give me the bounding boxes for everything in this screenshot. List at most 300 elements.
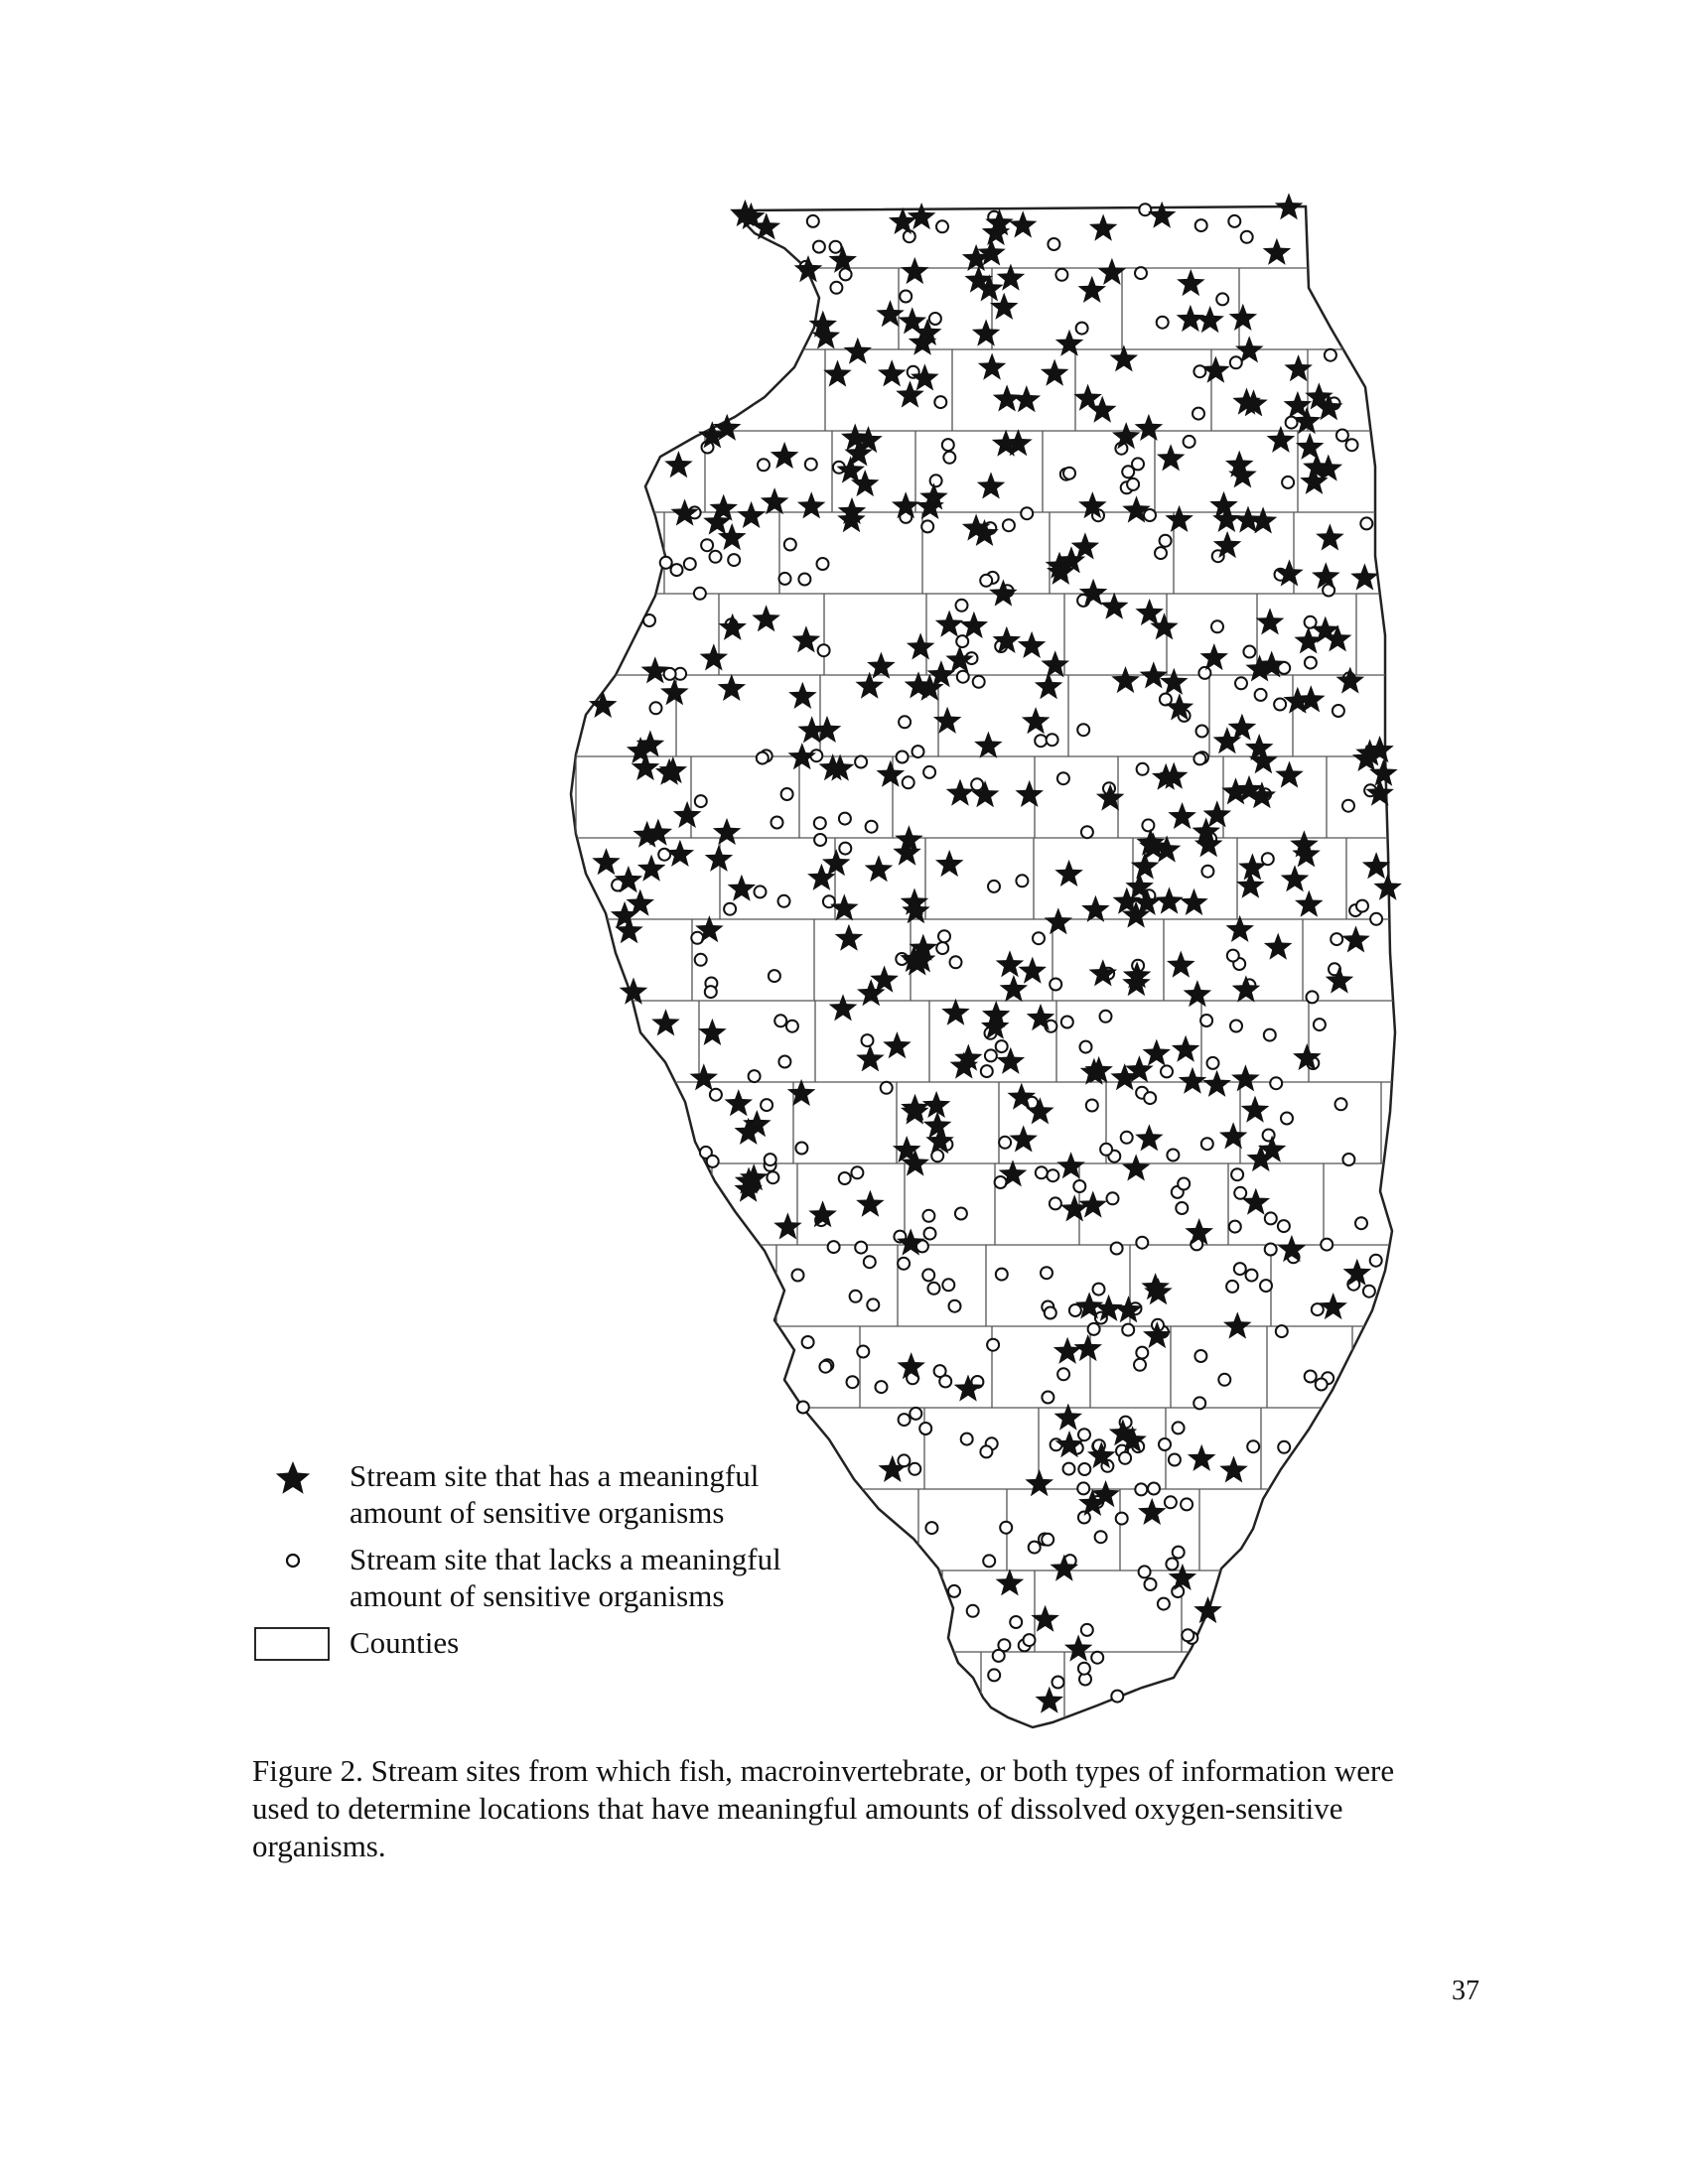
site-circle-marker (1121, 1132, 1133, 1144)
site-circle-marker (660, 557, 672, 569)
site-star-marker (993, 384, 1022, 411)
site-star-marker (1195, 306, 1224, 333)
site-star-marker (718, 674, 747, 701)
site-circle-marker (1086, 1100, 1098, 1112)
site-circle-marker (899, 716, 911, 728)
site-circle-marker (924, 1228, 936, 1240)
site-star-marker (901, 257, 929, 284)
site-circle-marker (1029, 1542, 1041, 1554)
site-circle-marker (1122, 466, 1134, 478)
site-star-marker (1138, 1498, 1167, 1525)
site-star-marker (946, 779, 975, 806)
site-circle-marker (1264, 1029, 1276, 1041)
legend-item-meaningful (253, 1457, 869, 1541)
site-star-marker (996, 1569, 1025, 1595)
site-star-marker (1165, 505, 1193, 532)
map-legend (253, 1457, 869, 1674)
site-star-marker (1362, 852, 1391, 879)
site-circle-marker (784, 539, 796, 551)
site-circle-marker (650, 702, 662, 714)
site-star-marker (1264, 933, 1293, 960)
site-star-marker (1275, 193, 1304, 219)
site-star-marker (1316, 523, 1344, 550)
site-circle-marker (1255, 689, 1267, 701)
site-circle-marker (1135, 267, 1147, 279)
site-circle-marker (695, 954, 707, 966)
site-star-marker (1041, 650, 1069, 677)
site-circle-marker (1057, 1368, 1069, 1380)
site-star-marker (1148, 202, 1177, 228)
site-circle-marker (1080, 1041, 1092, 1053)
site-circle-marker (1243, 646, 1255, 658)
site-circle-marker (1063, 468, 1075, 479)
site-circle-marker (1207, 1057, 1219, 1069)
site-circle-marker (1278, 1220, 1290, 1232)
site-star-marker (1056, 1152, 1085, 1178)
site-circle-marker (957, 671, 969, 683)
site-circle-marker (710, 1089, 722, 1101)
site-circle-marker (899, 1414, 911, 1426)
site-star-marker (844, 338, 873, 364)
site-circle-marker (995, 1176, 1007, 1188)
site-star-marker (1071, 532, 1100, 559)
site-circle-marker (1073, 1180, 1085, 1192)
site-circle-marker (1035, 735, 1047, 747)
site-circle-marker (1181, 1498, 1193, 1510)
site-circle-marker (1003, 519, 1015, 531)
site-circle-marker (778, 1056, 790, 1068)
site-circle-marker (1270, 1077, 1282, 1089)
site-circle-marker (1157, 317, 1169, 329)
site-circle-marker (1333, 705, 1344, 717)
site-circle-marker (1135, 1483, 1147, 1495)
site-star-marker (1241, 1096, 1270, 1123)
legend-text-line: amount of sensitive organisms (350, 1495, 725, 1530)
site-circle-marker (786, 1021, 798, 1032)
site-star-marker (908, 203, 936, 229)
site-star-marker (1202, 1070, 1231, 1097)
site-circle-marker (1069, 1304, 1081, 1316)
site-circle-marker (855, 756, 867, 768)
site-star-marker (1016, 780, 1045, 807)
site-circle-marker (1281, 1113, 1293, 1125)
site-star-marker (1010, 1125, 1039, 1152)
site-circle-marker (950, 956, 962, 968)
site-circle-marker (1336, 430, 1348, 442)
site-star-marker (1045, 907, 1073, 934)
site-circle-marker (1134, 1359, 1146, 1371)
site-circle-marker (1061, 1017, 1073, 1028)
site-star-marker (877, 760, 906, 787)
site-circle-marker (983, 1555, 995, 1567)
site-circle-marker (1198, 667, 1210, 679)
site-circle-marker (1200, 1015, 1212, 1026)
site-circle-marker (1363, 1286, 1375, 1297)
site-star-marker (1228, 714, 1257, 741)
site-star-marker (856, 1044, 885, 1071)
legend-item-counties (253, 1624, 869, 1674)
site-star-marker (700, 643, 729, 670)
site-circle-marker (925, 1522, 937, 1534)
site-star-marker (835, 924, 864, 951)
site-circle-marker (1078, 1429, 1090, 1440)
site-circle-marker (1021, 507, 1033, 519)
site-star-marker (713, 818, 742, 845)
site-star-marker (1078, 276, 1107, 303)
site-star-marker (1336, 667, 1365, 694)
site-circle-marker (1155, 547, 1167, 559)
site-circle-marker (1176, 1202, 1188, 1214)
site-star-marker (1236, 872, 1265, 898)
site-circle-marker (1136, 1347, 1148, 1359)
site-circle-marker (898, 1258, 910, 1270)
site-star-marker (974, 732, 1003, 758)
site-circle-marker (767, 1171, 778, 1183)
site-star-marker (1081, 895, 1110, 922)
site-star-marker (1167, 951, 1195, 978)
site-circle-marker (1122, 1324, 1134, 1336)
site-star-marker (705, 845, 734, 872)
site-circle-marker (1167, 1150, 1179, 1161)
site-star-marker (1275, 761, 1304, 788)
site-circle-marker (1265, 1212, 1277, 1224)
site-circle-marker (772, 817, 783, 829)
legend-text-line: amount of sensitive organisms (350, 1578, 725, 1613)
site-circle-marker (988, 881, 1000, 892)
site-circle-marker (1139, 204, 1151, 215)
site-circle-marker (1158, 1598, 1170, 1610)
site-circle-marker (1342, 1154, 1354, 1165)
site-circle-marker (1042, 1534, 1053, 1546)
site-star-marker (1219, 1455, 1248, 1482)
site-circle-marker (814, 817, 826, 829)
site-star-marker (1054, 860, 1083, 887)
site-circle-marker (1045, 1307, 1056, 1319)
site-star-marker (1229, 304, 1258, 331)
site-circle-marker (1247, 1440, 1259, 1452)
site-star-marker (1144, 1278, 1173, 1304)
site-star-marker (719, 614, 748, 640)
site-circle-marker (948, 1585, 960, 1597)
site-circle-marker (1282, 477, 1294, 488)
site-circle-marker (839, 843, 851, 855)
site-star-marker (883, 1031, 912, 1058)
circle-marker-icon (253, 1541, 333, 1580)
site-circle-marker (694, 588, 706, 600)
site-star-marker (1074, 1334, 1103, 1361)
site-circle-marker (934, 396, 946, 408)
site-circle-marker (942, 1279, 954, 1291)
site-circle-marker (643, 614, 655, 626)
site-circle-marker (1370, 1255, 1382, 1267)
site-star-marker (788, 682, 817, 709)
site-circle-marker (757, 752, 769, 764)
site-circle-marker (1107, 1192, 1119, 1204)
site-circle-marker (778, 895, 790, 907)
site-circle-marker (1307, 991, 1319, 1003)
site-star-marker (1053, 1337, 1082, 1364)
site-circle-marker (876, 1381, 888, 1393)
site-circle-marker (1201, 866, 1213, 878)
legend-text-line: Counties (350, 1625, 460, 1660)
site-circle-marker (761, 1099, 772, 1111)
site-circle-marker (922, 1210, 934, 1222)
site-circle-marker (1274, 699, 1286, 711)
site-circle-marker (1088, 1323, 1100, 1335)
site-circle-marker (1116, 1513, 1128, 1525)
site-star-marker (1000, 975, 1029, 1002)
site-circle-marker (1178, 1178, 1190, 1190)
site-circle-marker (850, 1291, 862, 1302)
site-circle-marker (755, 886, 767, 897)
site-star-marker (664, 451, 693, 478)
site-star-marker (829, 994, 858, 1021)
legend-item-lacking (253, 1541, 869, 1624)
site-circle-marker (1360, 517, 1372, 529)
site-circle-marker (857, 1346, 869, 1358)
site-circle-marker (955, 1208, 967, 1220)
site-star-marker (1281, 865, 1310, 891)
site-circle-marker (1078, 1512, 1090, 1524)
site-star-marker (996, 950, 1024, 977)
site-circle-marker (805, 459, 817, 471)
site-circle-marker (839, 1172, 851, 1184)
site-circle-marker (1230, 1021, 1242, 1032)
site-circle-marker (1159, 1438, 1171, 1450)
site-circle-marker (705, 986, 717, 998)
site-star-marker (941, 999, 970, 1025)
site-star-marker (1184, 980, 1212, 1007)
site-circle-marker (1000, 1522, 1012, 1534)
site-circle-marker (1078, 1663, 1090, 1675)
site-circle-marker (1218, 1374, 1230, 1386)
site-circle-marker (1211, 620, 1223, 632)
site-star-marker (945, 645, 974, 672)
site-star-marker (728, 875, 757, 901)
site-circle-marker (1230, 356, 1242, 368)
site-circle-marker (862, 1034, 874, 1046)
site-star-marker (641, 656, 670, 683)
site-star-marker (1135, 1124, 1164, 1151)
site-circle-marker (1235, 677, 1247, 689)
site-star-marker (1100, 593, 1129, 619)
site-star-marker (752, 605, 780, 631)
site-star-marker (1157, 444, 1186, 471)
site-circle-marker (1356, 900, 1368, 912)
site-circle-marker (942, 439, 954, 451)
site-circle-marker (1127, 478, 1139, 490)
site-circle-marker (897, 751, 909, 763)
figure-caption: Figure 2. Stream sites from which fish, macroinvertebrate, or both types of information were used to determine locations that have meaningful amounts of dissolved oxygen-sensitive organisms. (252, 1753, 1395, 1863)
site-circle-marker (1100, 1011, 1112, 1023)
site-star-marker (1284, 687, 1313, 714)
site-star-marker (1064, 1635, 1093, 1662)
site-circle-marker (1148, 1483, 1160, 1495)
site-circle-marker (921, 520, 933, 532)
site-circle-marker (1193, 408, 1204, 420)
site-circle-marker (985, 1049, 997, 1061)
site-circle-marker (779, 573, 791, 585)
site-circle-marker (1276, 1325, 1288, 1337)
site-circle-marker (900, 291, 912, 303)
site-circle-marker (936, 220, 948, 232)
site-star-marker (1143, 1321, 1172, 1348)
site-circle-marker (1095, 1531, 1107, 1543)
site-circle-marker (949, 1300, 961, 1312)
site-circle-marker (1078, 1463, 1090, 1475)
site-circle-marker (710, 551, 722, 563)
site-circle-marker (1355, 1217, 1367, 1229)
site-circle-marker (1370, 913, 1382, 925)
site-circle-marker (1142, 819, 1154, 831)
site-circle-marker (691, 932, 703, 944)
site-star-marker (1018, 631, 1047, 658)
site-circle-marker (664, 668, 676, 680)
site-star-marker (1155, 887, 1184, 913)
site-star-marker (660, 678, 689, 705)
site-circle-marker (1091, 1652, 1103, 1664)
site-circle-marker (903, 776, 914, 788)
site-star-marker (823, 360, 852, 387)
site-circle-marker (807, 215, 819, 227)
site-circle-marker (1193, 752, 1205, 764)
site-star-marker (788, 743, 817, 769)
site-circle-marker (934, 1365, 946, 1377)
site-star-marker (725, 1089, 754, 1116)
star-marker-icon (253, 1457, 333, 1497)
site-circle-marker (1305, 1371, 1317, 1383)
site-circle-marker (956, 600, 968, 612)
site-star-marker (865, 855, 894, 882)
site-circle-marker (851, 1166, 863, 1178)
site-circle-marker (938, 930, 950, 942)
site-circle-marker (1194, 1350, 1206, 1362)
site-circle-marker (981, 1065, 993, 1077)
site-circle-marker (1173, 1422, 1185, 1433)
site-circle-marker (671, 564, 683, 576)
page-number: 37 (1452, 1976, 1479, 2006)
site-circle-marker (774, 1015, 786, 1026)
site-star-marker (1193, 1596, 1222, 1623)
site-circle-marker (1166, 1559, 1178, 1570)
site-circle-marker (1216, 293, 1228, 305)
site-circle-marker (987, 1339, 999, 1351)
site-circle-marker (781, 788, 793, 800)
site-circle-marker (1063, 1463, 1075, 1475)
site-star-marker (651, 1009, 680, 1035)
site-circle-marker (867, 1298, 879, 1310)
site-star-marker (889, 207, 917, 234)
site-star-marker (1177, 269, 1205, 296)
site-circle-marker (1316, 1379, 1328, 1391)
site-circle-marker (961, 1433, 973, 1445)
site-circle-marker (912, 746, 924, 757)
site-star-marker (1135, 599, 1164, 625)
site-circle-marker (1229, 1221, 1241, 1233)
site-star-marker (962, 244, 991, 271)
site-circle-marker (1196, 726, 1208, 738)
site-star-marker (787, 1079, 816, 1106)
site-circle-marker (1201, 1138, 1213, 1150)
site-star-marker (1143, 1039, 1172, 1066)
site-circle-marker (898, 1454, 910, 1466)
site-circle-marker (1314, 1019, 1326, 1030)
site-circle-marker (980, 575, 992, 587)
site-circle-marker (1160, 535, 1172, 547)
site-star-marker (1180, 888, 1208, 915)
site-circle-marker (684, 558, 696, 570)
site-circle-marker (1312, 1303, 1324, 1315)
site-star-marker (856, 672, 885, 699)
site-star-marker (922, 1091, 951, 1118)
site-circle-marker (1016, 875, 1028, 887)
site-star-marker (1041, 359, 1069, 386)
site-star-marker (698, 1019, 727, 1045)
site-star-marker (1267, 426, 1296, 453)
site-star-marker (1114, 1296, 1143, 1322)
site-circle-marker (1136, 1237, 1148, 1249)
site-star-marker (1231, 1064, 1260, 1091)
site-star-marker (690, 1063, 719, 1090)
site-circle-marker (1161, 1065, 1173, 1077)
site-star-marker (1022, 707, 1051, 734)
site-circle-marker (1305, 657, 1317, 669)
site-circle-marker (1231, 1168, 1243, 1180)
site-star-marker (1096, 784, 1125, 811)
site-circle-marker (1342, 800, 1354, 812)
county-box-icon (253, 1624, 333, 1664)
site-circle-marker (695, 795, 707, 807)
site-circle-marker (967, 1605, 979, 1617)
legend-label (350, 1541, 781, 1614)
site-circle-marker (707, 1156, 719, 1167)
site-star-marker (1263, 238, 1292, 265)
site-circle-marker (1119, 1452, 1131, 1464)
site-circle-marker (817, 558, 829, 570)
site-circle-marker (798, 574, 810, 586)
site-circle-marker (930, 475, 942, 486)
site-star-marker (1369, 759, 1398, 786)
site-circle-marker (1081, 1624, 1093, 1636)
site-star-marker (1036, 1687, 1064, 1713)
site-star-marker (1350, 563, 1379, 590)
site-circle-marker (1076, 323, 1088, 335)
site-star-marker (972, 320, 1001, 346)
site-circle-marker (847, 1376, 859, 1388)
site-circle-marker (1050, 979, 1061, 991)
site-circle-marker (1048, 238, 1059, 250)
site-circle-marker (765, 1154, 776, 1165)
site-star-marker (1188, 1444, 1216, 1471)
site-circle-marker (1033, 932, 1045, 944)
site-circle-marker (881, 1082, 893, 1094)
site-circle-marker (1226, 1281, 1238, 1293)
site-star-marker (1275, 559, 1304, 586)
site-circle-marker (1041, 1267, 1052, 1279)
site-star-marker (1025, 1469, 1053, 1496)
site-star-marker (1341, 925, 1370, 952)
site-circle-marker (996, 1269, 1008, 1281)
site-star-marker (907, 632, 935, 659)
legend-label (350, 1457, 759, 1531)
site-star-marker (710, 494, 739, 521)
site-circle-marker (1346, 439, 1358, 451)
site-star-marker (592, 848, 621, 875)
site-circle-marker (728, 554, 740, 566)
site-circle-marker (1193, 1397, 1205, 1409)
site-star-marker (978, 353, 1007, 380)
site-circle-marker (1047, 734, 1058, 746)
